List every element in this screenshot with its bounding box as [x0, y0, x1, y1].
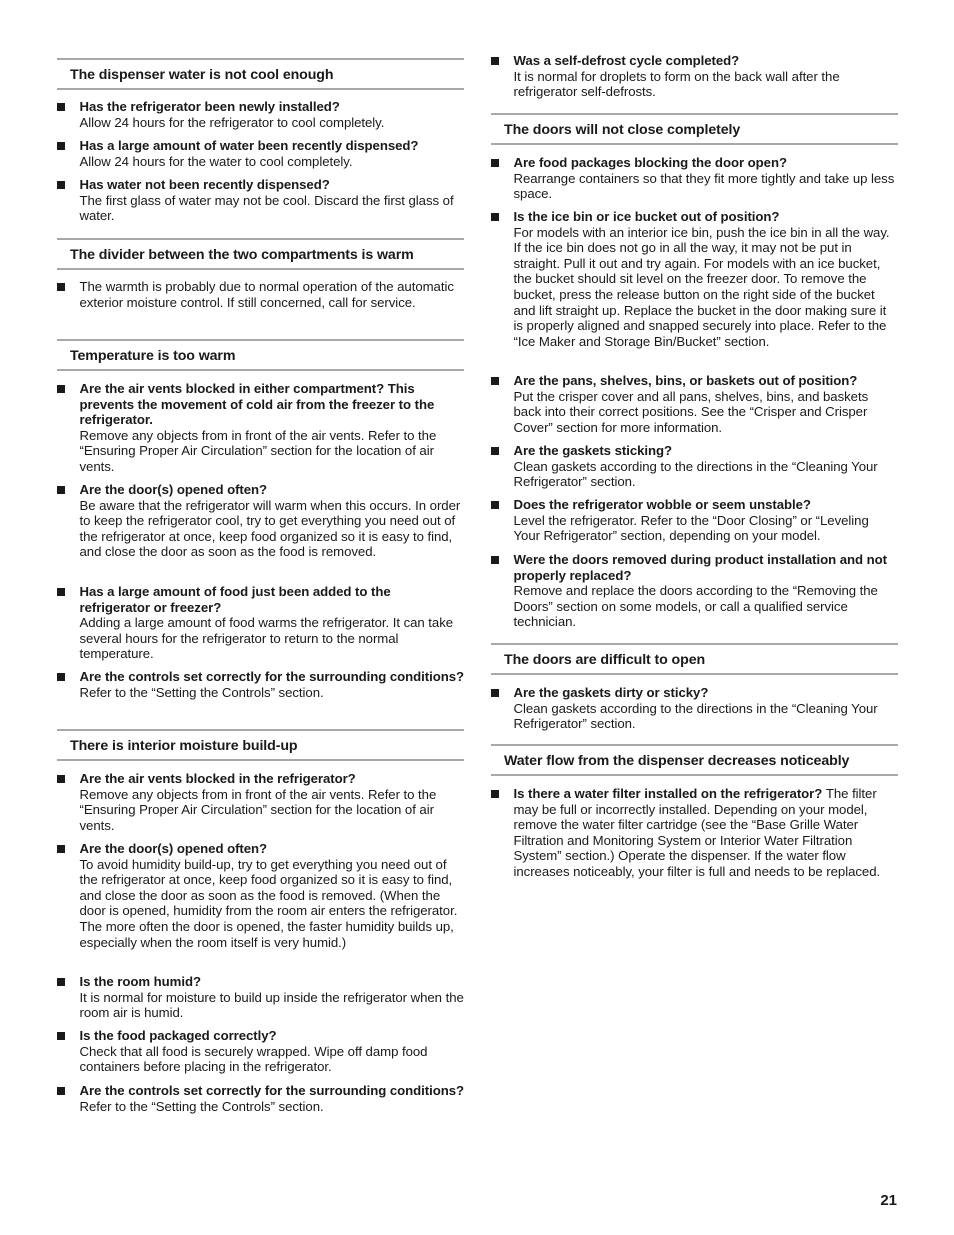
- square-bullet-icon: [57, 385, 65, 393]
- list-item: [491, 685, 899, 732]
- section-title: The dispenser water is not cool enough: [57, 58, 464, 90]
- square-bullet-icon: [57, 1032, 65, 1040]
- square-bullet-icon: [57, 283, 65, 291]
- square-bullet-icon: [57, 978, 65, 986]
- section-dispenser-water-not-cool: [57, 58, 464, 90]
- list-item: [491, 443, 899, 490]
- answer: Remove any objects from in front of the air vents. Refer to the “Ensuring Proper Air Circulation” section for the location of air vents.: [79, 786, 437, 833]
- section-temperature-too-warm: [57, 339, 464, 371]
- square-bullet-icon: [491, 377, 499, 385]
- square-bullet-icon: [491, 213, 499, 221]
- section-divider-warm: [57, 238, 464, 270]
- section-title: Temperature is too warm: [57, 339, 464, 371]
- question: Are the door(s) opened often?: [79, 482, 268, 497]
- answer: Allow 24 hours for the water to cool completely.: [79, 153, 353, 169]
- question: Is the food packaged correctly?: [79, 1028, 277, 1043]
- list-item: [491, 373, 899, 435]
- list-item: [57, 669, 465, 700]
- list-item: [57, 99, 465, 130]
- question: Are the controls set correctly for the surrounding conditions?: [79, 669, 465, 684]
- square-bullet-icon: [491, 57, 499, 65]
- answer: The filter may be full or incorrectly installed. Depending on your model, remove the water filter cartridge (see the “Base Grille Water Filtration and Monitoring System or Interior Water Filtration System” section.) Operate the dispenser. If the water flow increases noticeably, your filter is full and needs to be replaced.: [513, 786, 881, 879]
- answer: Be aware that the refrigerator will warm when this occurs. In order to keep the refrigerator cool, try to get everything you need out of the refrigerator at once, keep food organized so it is easy to find, and close the door as soon as the food is removed.: [79, 497, 461, 560]
- answer: It is normal for droplets to form on the back wall after the refrigerator self-defrosts.: [513, 68, 840, 100]
- question: Has a large amount of food just been added to the refrigerator or freezer?: [79, 584, 391, 615]
- list-item: [491, 552, 899, 630]
- answer: Level the refrigerator. Refer to the “Door Closing” or “Leveling Your Refrigerator” section, depending on your model.: [513, 512, 869, 544]
- answer: Rearrange containers so that they fit more tightly and take up less space.: [513, 170, 895, 202]
- list-item: [491, 786, 899, 880]
- question: Are the air vents blocked in the refrigerator?: [79, 771, 356, 786]
- square-bullet-icon: [491, 556, 499, 564]
- question: Does the refrigerator wobble or seem unstable?: [513, 497, 811, 512]
- list-item: [57, 138, 465, 169]
- square-bullet-icon: [491, 689, 499, 697]
- section-water-flow-decreases: [491, 744, 898, 776]
- answer: For models with an interior ice bin, push the ice bin in all the way. If the ice bin does not go in all the way, it may not be put in straight. Pull it out and try again. For models with an ice bucket, the bucket should sit level on the freezer door. To remove the bucket, press the release button on the right side of the bucket and lift straight up. Replace the bucket in the door making sure it is properly aligned and snapped securely into place. Refer to the “Ice Maker and Storage Bin/Bucket” section.: [513, 224, 890, 349]
- section-title: There is interior moisture build-up: [57, 729, 464, 761]
- question: Is the room humid?: [79, 974, 201, 989]
- square-bullet-icon: [491, 159, 499, 167]
- question: Are the door(s) opened often?: [79, 841, 268, 856]
- question: Was a self-defrost cycle completed?: [513, 53, 740, 68]
- page-number: 21: [880, 1192, 897, 1209]
- answer: The warmth is probably due to normal operation of the automatic exterior moisture control. If still concerned, call for service.: [79, 279, 454, 310]
- question: Are the gaskets dirty or sticky?: [513, 685, 709, 700]
- list-item: [57, 381, 465, 475]
- square-bullet-icon: [57, 181, 65, 189]
- question: Are the gaskets sticking?: [513, 443, 673, 458]
- answer: Put the crisper cover and all pans, shelves, bins, and baskets back into their correct positions. See the “Crisper and Crisper Cover” section for more information.: [513, 388, 869, 435]
- answer: Allow 24 hours for the refrigerator to cool completely.: [79, 114, 385, 130]
- square-bullet-icon: [57, 103, 65, 111]
- section-interior-moisture: [57, 729, 464, 761]
- square-bullet-icon: [57, 775, 65, 783]
- section-title: The divider between the two compartments is warm: [57, 238, 464, 270]
- answer: Refer to the “Setting the Controls” section.: [79, 684, 324, 700]
- question: Are the pans, shelves, bins, or baskets out of position?: [513, 373, 858, 388]
- answer: Remove and replace the doors according to the “Removing the Doors” section on some models, or call a qualified service technician.: [513, 583, 878, 630]
- answer: Remove any objects from in front of the air vents. Refer to the “Ensuring Proper Air Circulation” section for the location of air vents.: [79, 427, 437, 474]
- answer: Check that all food is securely wrapped. Wipe off damp food containers before placing in the refrigerator.: [79, 1043, 428, 1075]
- answer: Refer to the “Setting the Controls” section.: [79, 1098, 324, 1114]
- section-title: Water flow from the dispenser decreases noticeably: [491, 744, 898, 776]
- section-title: The doors will not close completely: [491, 113, 898, 145]
- list-item: [491, 497, 899, 544]
- list-item: [57, 584, 465, 662]
- square-bullet-icon: [491, 447, 499, 455]
- list-item: [491, 155, 899, 202]
- list-item: [491, 209, 899, 349]
- section-title: The doors are difficult to open: [491, 643, 898, 675]
- list-item: [491, 53, 899, 100]
- question: Has a large amount of water been recently dispensed?: [79, 138, 419, 153]
- answer: The first glass of water may not be cool. Discard the first glass of water.: [79, 192, 454, 224]
- section-doors-difficult: [491, 643, 898, 675]
- answer: It is normal for moisture to build up inside the refrigerator when the room air is humid.: [79, 989, 464, 1021]
- list-item: [57, 841, 465, 950]
- answer: Clean gaskets according to the directions in the “Cleaning Your Refrigerator” section.: [513, 700, 878, 732]
- list-item: [57, 974, 465, 1021]
- question: Are the controls set correctly for the surrounding conditions?: [79, 1083, 465, 1098]
- square-bullet-icon: [57, 142, 65, 150]
- question: Were the doors removed during product installation and not properly replaced?: [513, 552, 887, 583]
- question: Is there a water filter installed on the refrigerator?: [513, 786, 826, 801]
- question: Has the refrigerator been newly installed?: [79, 99, 340, 114]
- answer: Clean gaskets according to the directions in the “Cleaning Your Refrigerator” section.: [513, 458, 878, 490]
- section-doors-not-close: [491, 113, 898, 145]
- square-bullet-icon: [491, 790, 499, 798]
- square-bullet-icon: [491, 501, 499, 509]
- list-item: [57, 1083, 465, 1114]
- list-item: [57, 177, 465, 224]
- question: Is the ice bin or ice bucket out of position?: [513, 209, 780, 224]
- square-bullet-icon: [57, 1087, 65, 1095]
- list-item: [57, 482, 465, 560]
- square-bullet-icon: [57, 486, 65, 494]
- square-bullet-icon: [57, 588, 65, 596]
- square-bullet-icon: [57, 673, 65, 681]
- question: Has water not been recently dispensed?: [79, 177, 330, 192]
- answer: Adding a large amount of food warms the refrigerator. It can take several hours for the refrigerator to return to the normal temperature.: [79, 615, 454, 662]
- list-item: [57, 771, 465, 833]
- list-item: [57, 1028, 465, 1075]
- answer: To avoid humidity build-up, try to get everything you need out of the refrigerator at once, keep food organized so it is easy to find, and close the door as soon as the food is removed. (When the door is opened, humidity from the room air enters the refrigerator. The more often the door is opened, the faster humidity builds up, especially when the room itself is very humid.): [79, 856, 458, 950]
- square-bullet-icon: [57, 845, 65, 853]
- question: Are food packages blocking the door open?: [513, 155, 787, 170]
- list-item: [57, 279, 465, 310]
- question: Are the air vents blocked in either compartment? This prevents the movement of cold air from the freezer to the refrigerator.: [79, 381, 435, 428]
